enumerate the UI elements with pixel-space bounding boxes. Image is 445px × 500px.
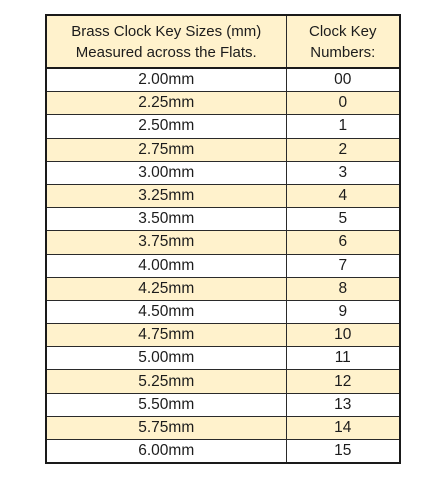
size-cell: 2.75mm [46, 138, 286, 161]
clock-key-size-table [45, 14, 401, 464]
size-cell: 2.25mm [46, 92, 286, 115]
table-row [46, 416, 400, 439]
size-cell: 4.75mm [46, 324, 286, 347]
number-cell: 1 [286, 115, 400, 138]
number-cell: 8 [286, 277, 400, 300]
number-cell: 6 [286, 231, 400, 254]
size-cell: 2.50mm [46, 115, 286, 138]
number-cell: 3 [286, 161, 400, 184]
number-cell: 10 [286, 324, 400, 347]
table-row [46, 440, 400, 464]
table-row [46, 161, 400, 184]
table-row [46, 138, 400, 161]
table-row [46, 231, 400, 254]
number-cell: 12 [286, 370, 400, 393]
table-row [46, 324, 400, 347]
header-size-line-1: Brass Clock Key Sizes (mm) [71, 22, 262, 40]
header-size-column [46, 15, 286, 68]
number-cell: 2 [286, 138, 400, 161]
number-cell: 00 [286, 68, 400, 92]
number-cell: 14 [286, 416, 400, 439]
table-row [46, 370, 400, 393]
number-cell: 9 [286, 300, 400, 323]
size-cell: 3.50mm [46, 208, 286, 231]
number-cell: 4 [286, 184, 400, 207]
number-cell: 0 [286, 92, 400, 115]
size-cell: 4.25mm [46, 277, 286, 300]
size-cell: 3.25mm [46, 184, 286, 207]
table-row [46, 300, 400, 323]
size-cell: 3.75mm [46, 231, 286, 254]
table-row [46, 277, 400, 300]
number-cell: 11 [286, 347, 400, 370]
size-cell: 5.25mm [46, 370, 286, 393]
number-cell: 7 [286, 254, 400, 277]
table-row [46, 68, 400, 92]
header-size-line-2: Measured across the Flats. [75, 43, 257, 61]
header-number-column [286, 15, 400, 68]
size-cell: 3.00mm [46, 161, 286, 184]
size-cell: 4.00mm [46, 254, 286, 277]
table-row [46, 254, 400, 277]
header-row [46, 15, 400, 68]
table-row [46, 115, 400, 138]
table-row [46, 92, 400, 115]
size-cell: 5.50mm [46, 393, 286, 416]
size-cell: 5.00mm [46, 347, 286, 370]
size-cell: 2.00mm [46, 68, 286, 92]
number-cell: 5 [286, 208, 400, 231]
size-cell: 5.75mm [46, 416, 286, 439]
size-cell: 6.00mm [46, 440, 286, 464]
table-row [46, 208, 400, 231]
table-row [46, 393, 400, 416]
number-cell: 13 [286, 393, 400, 416]
size-cell: 4.50mm [46, 300, 286, 323]
header-number-line-2: Numbers: [310, 43, 376, 61]
header-number-line-1: Clock Key [308, 22, 377, 40]
number-cell: 15 [286, 440, 400, 464]
table-row [46, 347, 400, 370]
table-row [46, 184, 400, 207]
